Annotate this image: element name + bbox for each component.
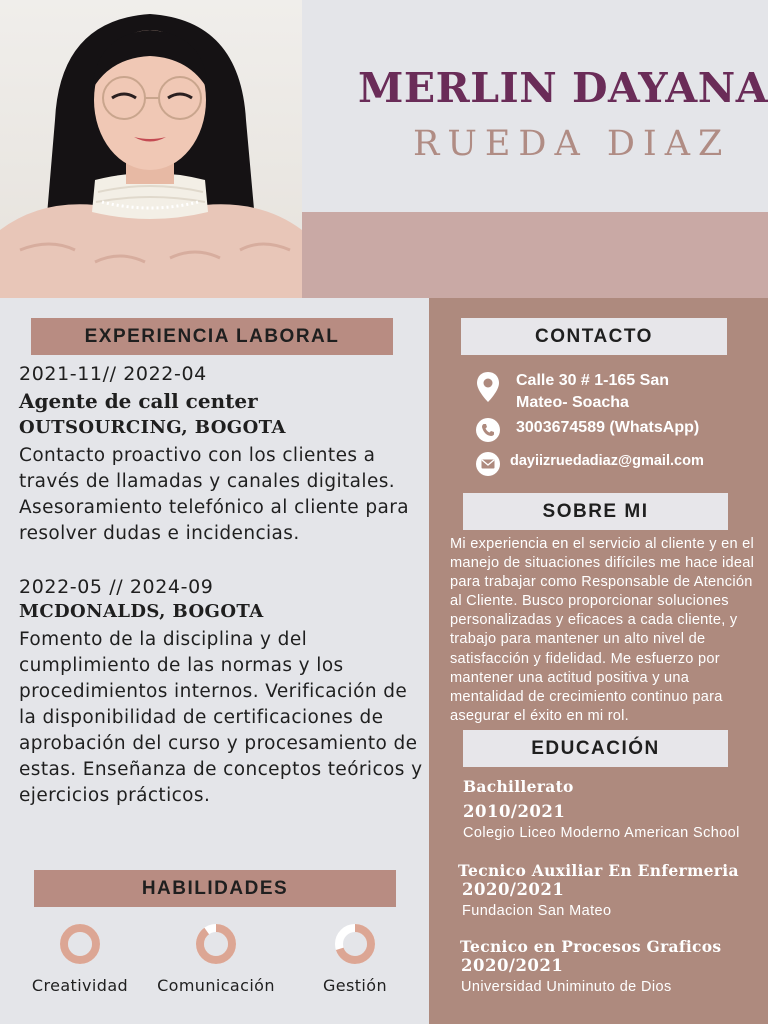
skills-heading: HABILIDADES [34, 870, 396, 907]
about-text: Mi experiencia en el servicio al cliente y en el manejo de situaciones difíciles me hace ideal para trabajar como Responsable de Atención al Cliente. Busco proporcionar soluciones personalizadas y eficaces a cada cliente, y trabajo para mantener un alto nivel de satisfacción y fidelidad. Me esfuerzo por mantener una actitud positiva y una mentalidad de crecimiento continuo para asegurar el éxito en mi rol. [450, 536, 755, 724]
phone-icon [475, 417, 501, 443]
skill-label: Gestión [322, 976, 388, 995]
skill-label: Creatividad [31, 976, 129, 995]
skill-item [151, 922, 281, 995]
skill-item [15, 922, 145, 995]
skill-label: Comunicación [157, 976, 275, 995]
job-description: Fomento de la disciplina y del cumplimiento de las normas y los procedimientos internos. Verificación de la disponibilidad de certificaciones de aprobación del curso y procesamiento de estas. Enseñanza de conceptos teóricos y ejercicios prácticos. [19, 629, 423, 806]
education-years: 2010/2021 [463, 802, 566, 821]
skill-ring [58, 922, 102, 966]
job-role: Agente de call center [19, 389, 258, 413]
contact-heading: CONTACTO [461, 318, 727, 355]
education-title: Tecnico Auxiliar En Enfermeria [458, 861, 739, 880]
education-institution: Colegio Liceo Moderno American School [463, 825, 740, 841]
contact-address [475, 370, 669, 414]
last-name: RUEDA DIAZ [413, 124, 731, 164]
contact-phone [475, 417, 699, 443]
header-band [302, 212, 768, 298]
job-dates: 2021-11// 2022-04 [19, 363, 207, 385]
email-text: dayiizruedadiaz@gmail.com [510, 453, 704, 469]
job-company: OUTSOURCING, BOGOTA [19, 417, 286, 438]
education-institution: Fundacion San Mateo [462, 903, 612, 919]
education-years: 2020/2021 [462, 880, 565, 899]
experience-heading: EXPERIENCIA LABORAL [31, 318, 393, 355]
education-title: Tecnico en Procesos Graficos [460, 937, 722, 956]
education-title: Bachillerato [463, 777, 574, 796]
education-heading: EDUCACIÓN [463, 730, 728, 767]
address-line-1: Calle 30 # 1-165 San [516, 372, 669, 389]
contact-email [475, 451, 704, 477]
phone-text: 3003674589 (WhatsApp) [516, 419, 700, 436]
skill-ring [194, 922, 238, 966]
skill-item [290, 922, 420, 995]
job-description: Contacto proactivo con los clientes a través de llamadas y canales digitales. Asesoramiento telefónico al cliente para resolver dudas e incidencias. [19, 445, 409, 544]
location-pin-icon [475, 370, 501, 404]
education-institution: Universidad Uniminuto de Dios [461, 979, 672, 995]
email-icon [475, 451, 501, 477]
job-dates: 2022-05 // 2024-09 [19, 576, 214, 598]
first-name: MERLIN DAYANA [358, 64, 768, 112]
profile-photo [0, 0, 302, 298]
skill-ring [333, 922, 377, 966]
about-heading: SOBRE MI [463, 493, 728, 530]
job-company: MCDONALDS, BOGOTA [19, 601, 264, 622]
education-years: 2020/2021 [461, 956, 564, 975]
address-line-2: Mateo- Soacha [516, 394, 629, 411]
